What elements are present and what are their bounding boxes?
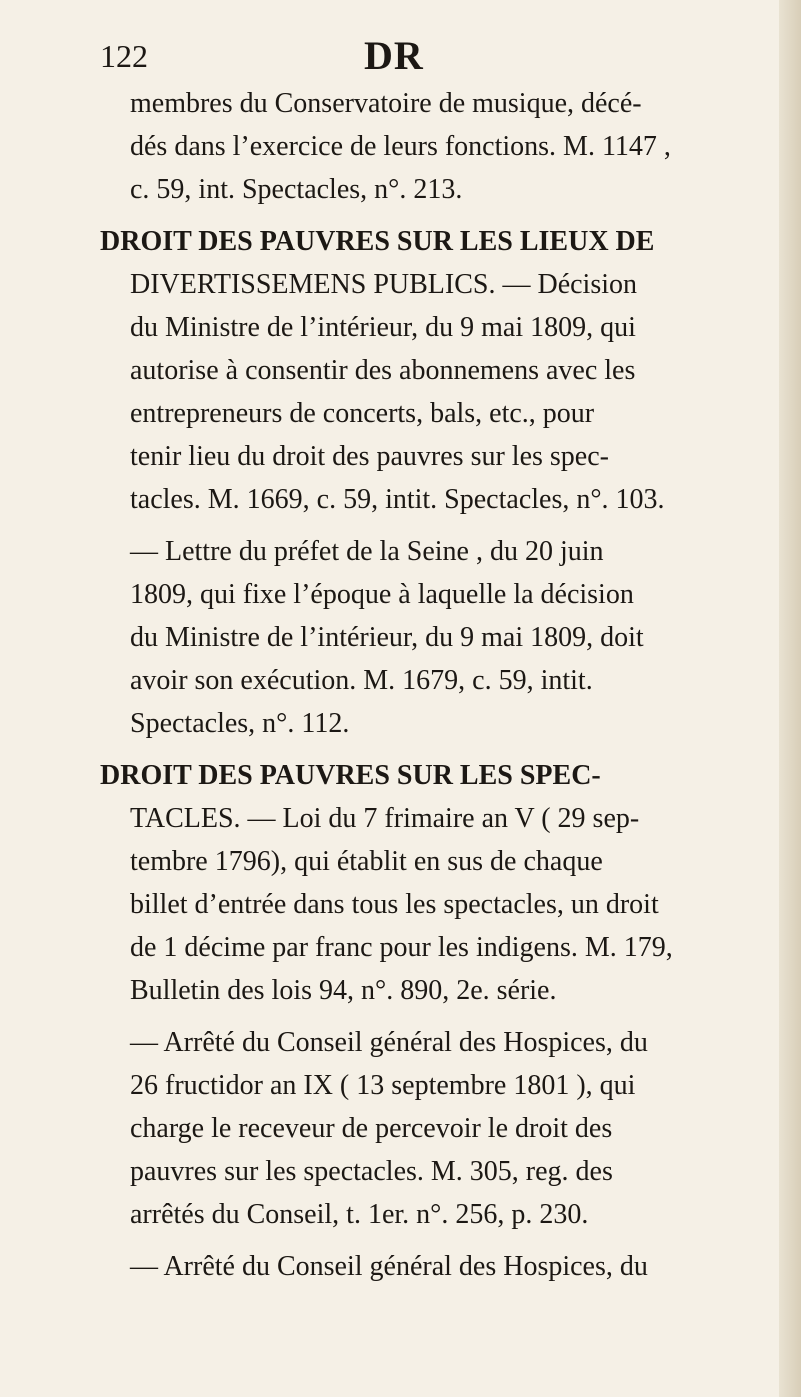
text-line: — Arrêté du Conseil général des Hospices, du xyxy=(130,1251,648,1282)
text-line: entrepreneurs de concerts, bals, etc., pour xyxy=(130,398,595,429)
page-edge-shadow xyxy=(779,0,801,1397)
text-line: — Lettre du préfet de la Seine , du 20 juin xyxy=(130,536,604,567)
text-line: tembre 1796), qui établit en sus de chaque xyxy=(130,846,603,877)
entry-droit-des-pauvres-spectacles xyxy=(100,754,740,1012)
running-head: DR xyxy=(364,33,424,78)
text-line: du Ministre de l’intérieur, du 9 mai 1809, doit xyxy=(130,622,644,653)
text-line: arrêtés du Conseil, t. 1er. n°. 256, p. 230. xyxy=(130,1199,589,1230)
text-line: Spectacles, n°. 112. xyxy=(130,708,350,739)
text-line: membres du Conservatoire de musique, décé- xyxy=(130,88,642,119)
entry-arrete-conseil-2 xyxy=(100,1245,740,1288)
text-line: tacles. M. 1669, c. 59, intit. Spectacles, n°. 103. xyxy=(130,484,665,515)
text-line: autorise à consentir des abonnemens avec les xyxy=(130,355,636,386)
entry-arrete-conseil xyxy=(100,1021,740,1236)
text-line: de 1 décime par franc pour les indigens. M. 179, xyxy=(130,932,673,963)
text-line: tenir lieu du droit des pauvres sur les spec- xyxy=(130,441,609,472)
text-line: — Arrêté du Conseil général des Hospices, du xyxy=(130,1027,648,1058)
entry-heading: DROIT DES PAUVRES SUR LES LIEUX DE xyxy=(100,226,655,257)
text-line: TACLES. — Loi du 7 frimaire an V ( 29 sep- xyxy=(130,803,640,834)
entry-droit-des-pauvres-lieux xyxy=(100,220,740,521)
body-text xyxy=(100,82,740,1288)
entry-heading: DROIT DES PAUVRES SUR LES SPEC- xyxy=(100,760,601,791)
text-line: du Ministre de l’intérieur, du 9 mai 1809, qui xyxy=(130,312,636,343)
text-line: dés dans l’exercice de leurs fonctions. M. 1147 , xyxy=(130,131,671,162)
text-line: billet d’entrée dans tous les spectacles, un droit xyxy=(130,889,659,920)
text-line: DIVERTISSEMENS PUBLICS. — Décision xyxy=(130,269,638,300)
text-line: 26 fructidor an IX ( 13 septembre 1801 ), qui xyxy=(130,1070,636,1101)
entry-lettre-prefet xyxy=(100,530,740,745)
page-number: 122 xyxy=(100,38,148,74)
text-line: charge le receveur de percevoir le droit des xyxy=(130,1113,613,1144)
text-line: c. 59, int. Spectacles, n°. 213. xyxy=(130,174,463,205)
entry-continuation xyxy=(100,82,740,211)
text-line: avoir son exécution. M. 1679, c. 59, intit. xyxy=(130,665,593,696)
text-line: Bulletin des lois 94, n°. 890, 2e. série. xyxy=(130,975,557,1006)
text-line: 1809, qui fixe l’époque à laquelle la décision xyxy=(130,579,634,610)
page-header xyxy=(0,32,801,80)
text-line: pauvres sur les spectacles. M. 305, reg. des xyxy=(130,1156,613,1187)
